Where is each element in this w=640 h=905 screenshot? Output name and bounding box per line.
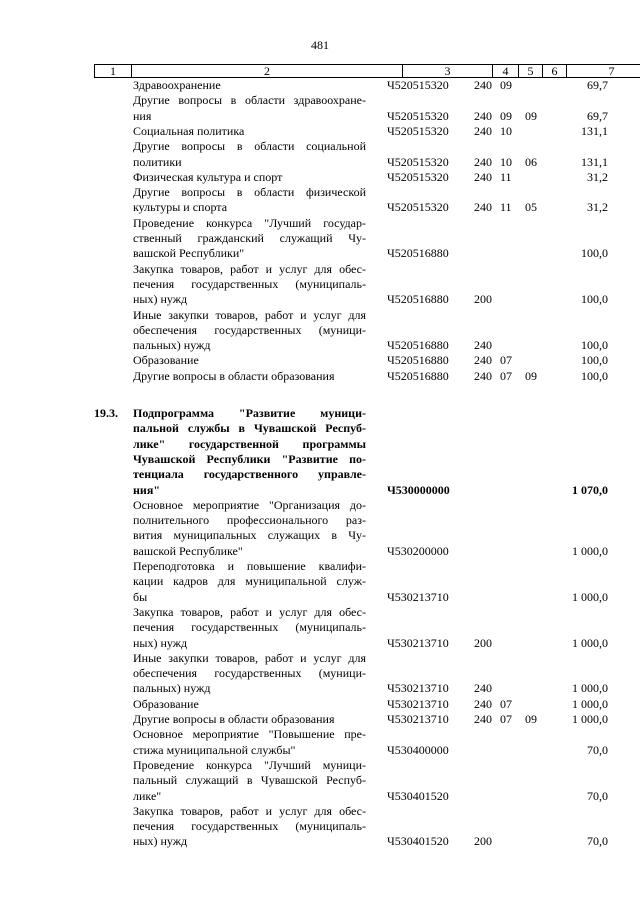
row-description-line: Закупка товаров, работ и услуг для обес- <box>133 803 366 818</box>
row-amount: 1 000,0 <box>572 681 608 696</box>
row-number: 19.3. <box>94 406 118 420</box>
row-amount: 1 000,0 <box>572 635 608 650</box>
row-amount: 100,0 <box>581 368 608 383</box>
row-section: 11 <box>500 169 512 184</box>
row-amount: 31,2 <box>587 200 608 215</box>
row-code: Ч520516880 <box>387 353 449 368</box>
row-code: Ч520516880 <box>387 338 449 353</box>
column-header-2: 2 <box>132 65 403 78</box>
row-description-line: Подпрограмма "Развитие муници- <box>133 406 366 420</box>
row-description-line: Образование <box>133 696 199 711</box>
row-description-line: ственный гражданский служащий Чу- <box>133 231 366 245</box>
row-section: 07 <box>500 353 512 368</box>
row-code: Ч520516880 <box>387 246 449 261</box>
row-code: Ч520515320 <box>387 200 449 215</box>
row-description-line: пальной службы в Чувашской Респуб- <box>133 421 366 436</box>
row-amount: 1 000,0 <box>572 712 608 726</box>
row-description-line: Закупка товаров, работ и услуг для обес- <box>133 261 366 276</box>
row-amount: 1 000,0 <box>572 543 608 558</box>
row-description-line: тенциала государственного управле- <box>133 467 366 482</box>
row-description-line: печения государственных (муниципаль- <box>133 276 366 291</box>
row-code: Ч520515320 <box>387 123 449 138</box>
row-expense-type: 240 <box>474 108 492 123</box>
row-code: Ч520515320 <box>387 108 449 123</box>
row-description-line: Основное мероприятие "Повышение пре- <box>133 727 366 742</box>
row-amount: 70,0 <box>587 788 608 803</box>
row-amount: 131,1 <box>581 154 608 169</box>
row-amount: 131,1 <box>581 123 608 138</box>
row-description-line: пальный служащий в Чувашской Респуб- <box>133 773 366 788</box>
row-description-line: обеспечения государственных (муници- <box>133 322 366 337</box>
row-description-line: бы <box>133 589 148 604</box>
row-description-line: стижа муниципальной службы" <box>133 742 296 757</box>
column-header-1: 1 <box>95 65 132 78</box>
row-description-line: Другие вопросы в области здравоохране- <box>133 93 366 108</box>
row-description-line: полнительного профессионального раз- <box>133 513 366 528</box>
row-code: Ч520516880 <box>387 292 449 307</box>
row-description-line: вашской Республике" <box>133 543 243 558</box>
row-amount: 69,7 <box>587 108 608 123</box>
row-expense-type: 240 <box>474 368 492 383</box>
row-code: Ч530213710 <box>387 712 449 726</box>
row-section: 07 <box>500 368 512 383</box>
row-section: 07 <box>500 712 512 726</box>
row-description-line: Физическая культура и спорт <box>133 169 283 184</box>
row-code: Ч520516880 <box>387 368 449 383</box>
row-description-line: лике" государственной программы <box>133 436 366 451</box>
row-description-line: печения государственных (муниципаль- <box>133 620 366 635</box>
row-section: 11 <box>500 200 512 215</box>
row-description-line: культуры и спорта <box>133 200 228 215</box>
row-description-line: ных) нужд <box>133 834 188 849</box>
row-code: Ч530213710 <box>387 589 449 604</box>
column-header-5: 5 <box>519 65 543 78</box>
row-amount: 1 000,0 <box>572 589 608 604</box>
row-subsection: 09 <box>525 108 537 123</box>
row-code: Ч530401520 <box>387 788 449 803</box>
row-subsection: 09 <box>525 712 537 726</box>
row-description-line: пальных) нужд <box>133 681 211 696</box>
row-description-line: ных) нужд <box>133 292 188 307</box>
row-code: Ч530200000 <box>387 543 449 558</box>
row-description-line: вития муниципальных служащих в Чу- <box>133 528 366 543</box>
row-description-line: Закупка товаров, работ и услуг для обес- <box>133 604 366 619</box>
row-description-line: Иные закупки товаров, работ и услуг для <box>133 650 366 665</box>
row-description-line: печения государственных (муниципаль- <box>133 819 366 834</box>
row-amount: 100,0 <box>581 292 608 307</box>
row-section: 09 <box>500 108 512 123</box>
row-description-line: ния <box>133 108 152 123</box>
row-amount: 100,0 <box>581 353 608 368</box>
row-description-line: Проведение конкурса "Лучший муници- <box>133 757 366 772</box>
page-number: 481 <box>311 38 329 52</box>
row-amount: 100,0 <box>581 246 608 261</box>
column-header-3: 3 <box>403 65 493 78</box>
row-description-line: Иные закупки товаров, работ и услуг для <box>133 307 366 322</box>
row-amount: 1 000,0 <box>572 696 608 711</box>
row-expense-type: 240 <box>474 200 492 215</box>
row-code: Ч530401520 <box>387 834 449 849</box>
row-section: 07 <box>500 696 512 711</box>
row-description-line: Основное мероприятие "Организация до- <box>133 497 366 512</box>
row-expense-type: 200 <box>474 635 492 650</box>
row-description-line: Образование <box>133 353 199 368</box>
row-subsection: 05 <box>525 200 537 215</box>
row-amount: 31,2 <box>587 169 608 184</box>
row-section: 10 <box>500 123 512 138</box>
column-header-4: 4 <box>493 65 519 78</box>
row-code: Ч520515320 <box>387 154 449 169</box>
row-code: Ч520515320 <box>387 169 449 184</box>
row-description-line: ния" <box>133 482 160 497</box>
row-description-line: политики <box>133 154 182 169</box>
column-header-6: 6 <box>543 65 567 78</box>
row-subsection: 09 <box>525 368 537 383</box>
row-amount: 70,0 <box>587 834 608 849</box>
row-code: Ч520515320 <box>387 78 449 92</box>
row-expense-type: 240 <box>474 338 492 353</box>
row-amount: 69,7 <box>587 78 608 92</box>
row-expense-type: 200 <box>474 834 492 849</box>
row-expense-type: 240 <box>474 712 492 726</box>
row-expense-type: 240 <box>474 681 492 696</box>
row-description-line: Социальная политика <box>133 123 245 138</box>
row-code: Ч530213710 <box>387 696 449 711</box>
row-section: 09 <box>500 78 512 92</box>
row-code: Ч530000000 <box>387 482 450 497</box>
row-amount: 1 070,0 <box>572 482 608 497</box>
row-description-line: Здравоохранение <box>133 78 221 92</box>
row-code: Ч530400000 <box>387 742 449 757</box>
row-amount: 70,0 <box>587 742 608 757</box>
row-description-line: Другие вопросы в области образования <box>133 368 335 383</box>
row-description-line: ных) нужд <box>133 635 188 650</box>
row-description-line: пальных) нужд <box>133 338 211 353</box>
column-header-7: 7 <box>567 65 640 78</box>
row-description-line: Другие вопросы в области образования <box>133 712 335 726</box>
row-expense-type: 240 <box>474 169 492 184</box>
row-description-line: Другие вопросы в области физической <box>133 185 366 200</box>
row-amount: 100,0 <box>581 338 608 353</box>
row-expense-type: 240 <box>474 154 492 169</box>
row-expense-type: 240 <box>474 78 492 92</box>
row-description-line: Другие вопросы в области социальной <box>133 139 366 154</box>
row-expense-type: 240 <box>474 353 492 368</box>
row-description-line: кации кадров для муниципальной служ- <box>133 574 366 589</box>
row-expense-type: 200 <box>474 292 492 307</box>
row-description-line: лике" <box>133 788 162 803</box>
row-description-line: Переподготовка и повышение квалифи- <box>133 559 366 573</box>
row-description-line: вашской Республики" <box>133 246 245 261</box>
row-expense-type: 240 <box>474 123 492 138</box>
row-code: Ч530213710 <box>387 681 449 696</box>
column-header-row <box>94 64 640 78</box>
row-description-line: Проведение конкурса "Лучший государ- <box>133 215 366 230</box>
row-subsection: 06 <box>525 154 537 169</box>
row-section: 10 <box>500 154 512 169</box>
row-description-line: Чувашской Республики "Развитие по- <box>133 451 366 466</box>
row-description-line: обеспечения государственных (муници- <box>133 666 366 681</box>
row-expense-type: 240 <box>474 696 492 711</box>
row-code: Ч530213710 <box>387 635 449 650</box>
